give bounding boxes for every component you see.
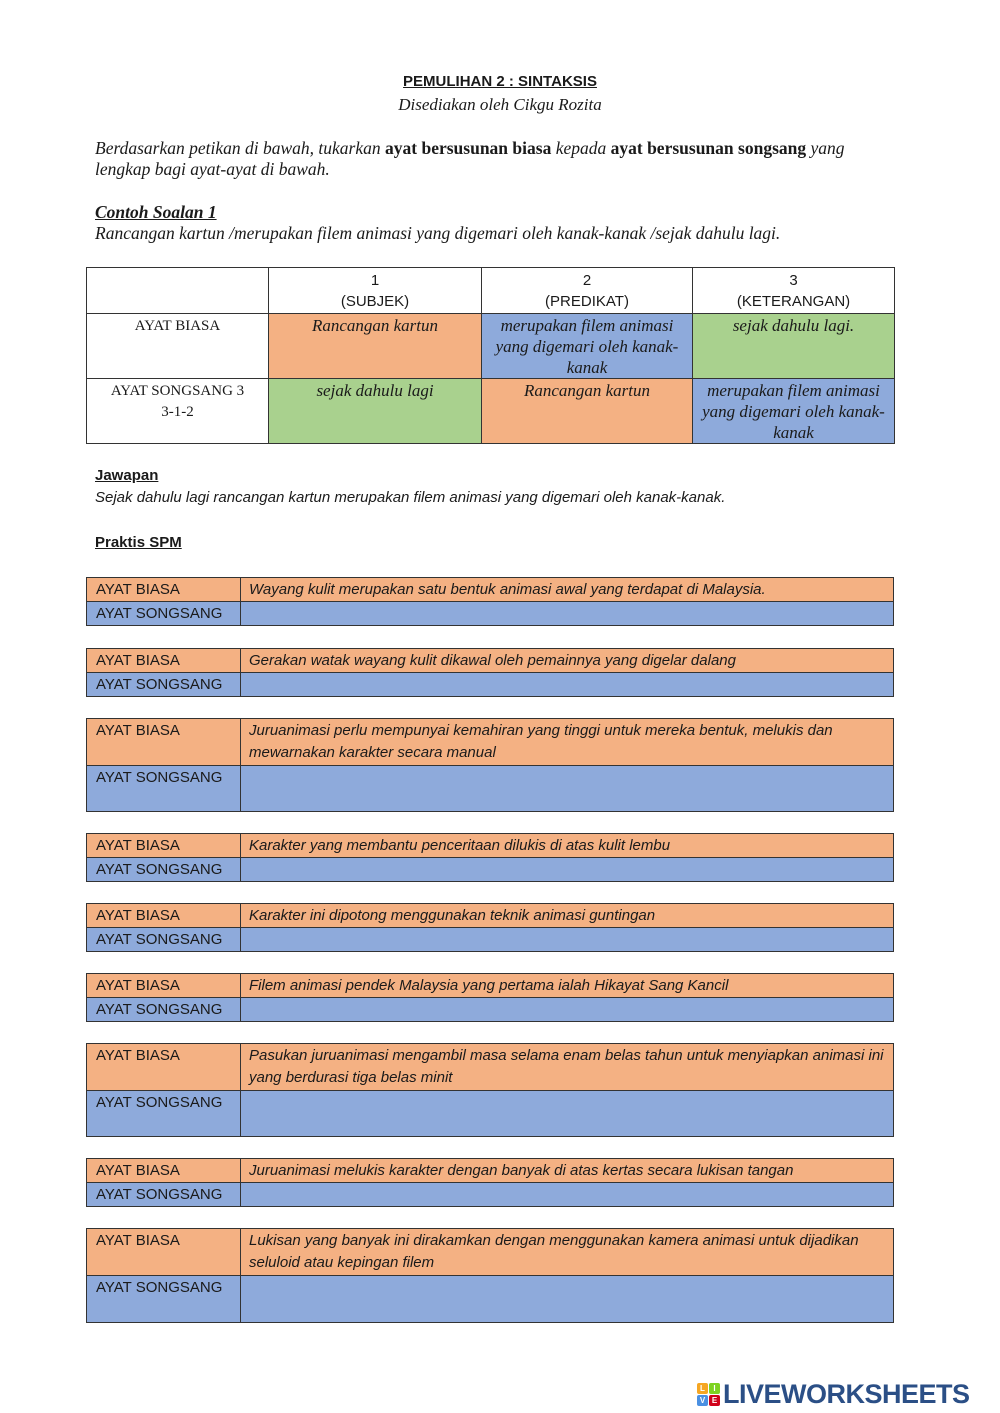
logo-mark-cell: E [709,1395,720,1406]
page-subtitle: Disediakan oleh Cikgu Rozita [398,95,602,114]
sentence-biasa: Juruanimasi melukis karakter dengan banyak di atas kertas secara lukisan tangan [249,1162,794,1179]
logo-mark-cell: V [697,1395,708,1406]
cell-biasa-predikat: merupakan filem animasi yang digemari oleh kanak-kanak [482,314,693,379]
label-songsang: AYAT SONGSANG [87,928,241,951]
label-biasa: AYAT BIASA [87,834,241,857]
logo-text: LIVEWORKSHEETS [723,1378,970,1409]
logo-mark-cell: I [709,1383,720,1394]
liveworksheets-logo [697,1377,970,1411]
table-header-keterangan [693,268,895,314]
row-biasa [87,904,893,927]
example-heading: Contoh Soalan 1 [95,202,217,222]
row-label-line: AYAT SONGSANG 3 [110,383,245,399]
row-label-songsang [87,379,269,444]
logo-mark-cell: L [697,1383,708,1394]
label-biasa: AYAT BIASA [87,578,241,601]
sentence-biasa: Juruanimasi perlu mempunyai kemahiran yang tinggi untuk mereka bentuk, melukis dan mewarnakan karakter secara manual [249,722,833,761]
cell-songsang-1: sejak dahulu lagi [269,379,482,444]
row-biasa [87,1044,893,1090]
label-songsang: AYAT SONGSANG [87,602,241,625]
label-biasa: AYAT BIASA [87,904,241,927]
practice-question [86,1043,894,1137]
cell-songsang-3: merupakan filem animasi yang digemari oleh kanak-kanak [693,379,895,444]
answer-input-songsang[interactable] [241,998,893,1021]
row-songsang [87,1182,893,1206]
label-biasa: AYAT BIASA [87,1229,241,1275]
answer-input-songsang[interactable] [241,928,893,951]
sentence-biasa: Karakter yang membantu penceritaan dilukis di atas kulit lembu [249,837,671,854]
row-biasa [87,649,893,672]
cell-songsang-2: Rancangan kartun [482,379,693,444]
header-name: (PREDIKAT) [545,293,629,310]
label-biasa: AYAT BIASA [87,1159,241,1182]
instruction-part: yang lengkap bagi ayat-ayat di bawah. [95,138,845,179]
practice-heading: Praktis SPM [95,534,182,551]
answer-input-songsang[interactable] [241,673,893,696]
cell-biasa-keterangan: sejak dahulu lagi. [693,314,895,379]
cell-biasa-subjek: Rancangan kartun [269,314,482,379]
label-biasa: AYAT BIASA [87,974,241,997]
practice-question [86,577,894,626]
row-songsang [87,1275,893,1322]
instruction-text [95,138,895,180]
instruction-bold: ayat bersusunan biasa [385,138,552,158]
page-title: PEMULIHAN 2 : SINTAKSIS [403,73,597,90]
practice-question [86,1158,894,1207]
row-songsang [87,601,893,625]
sentence-biasa: Lukisan yang banyak ini dirakamkan dengan menggunakan kamera animasi untuk dijadikan seluloid atau kepingan filem [249,1232,859,1271]
row-songsang [87,857,893,881]
sentence-biasa: Filem animasi pendek Malaysia yang pertama ialah Hikayat Sang Kancil [249,977,729,994]
answer-input-songsang[interactable] [241,1183,893,1206]
row-songsang [87,927,893,951]
label-biasa: AYAT BIASA [87,719,241,765]
header-num: 3 [789,272,798,289]
row-biasa [87,1159,893,1182]
answer-input-songsang[interactable] [241,858,893,881]
sentence-biasa: Pasukan juruanimasi mengambil masa selama enam belas tahun untuk menyiapkan animasi ini yang berdurasi tiga belas minit [249,1047,884,1086]
practice-question [86,1228,894,1323]
header-num: 2 [582,272,592,289]
row-biasa [87,834,893,857]
answer-input-songsang[interactable] [241,1276,893,1322]
label-biasa: AYAT BIASA [87,649,241,672]
sentence-biasa: Gerakan watak wayang kulit dikawal oleh pemainnya yang digelar dalang [249,652,736,669]
table-header-predikat [482,268,693,314]
row-biasa [87,719,893,765]
answer-input-songsang[interactable] [241,1091,893,1136]
header-name: (SUBJEK) [340,293,410,310]
logo-mark-icon [697,1383,720,1406]
label-songsang: AYAT SONGSANG [87,858,241,881]
instruction-bold: ayat bersusunan songsang [610,138,807,158]
row-label-biasa: AYAT BIASA [87,314,269,379]
practice-question [86,833,894,882]
sentence-biasa: Wayang kulit merupakan satu bentuk animasi awal yang terdapat di Malaysia. [249,581,766,598]
row-songsang [87,1090,893,1136]
table-header-empty [87,268,269,314]
label-songsang: AYAT SONGSANG [87,1183,241,1206]
label-songsang: AYAT SONGSANG [87,1276,241,1322]
row-songsang [87,672,893,696]
practice-question [86,648,894,697]
row-songsang [87,997,893,1021]
row-songsang [87,765,893,811]
header-num: 1 [370,272,380,289]
label-songsang: AYAT SONGSANG [87,766,241,811]
answer-input-songsang[interactable] [241,602,893,625]
header-name: (KETERANGAN) [736,293,851,310]
label-biasa: AYAT BIASA [87,1044,241,1090]
row-biasa [87,974,893,997]
instruction-part: kepada [551,138,611,158]
row-biasa [87,1229,893,1275]
practice-question [86,973,894,1022]
label-songsang: AYAT SONGSANG [87,673,241,696]
practice-question [86,718,894,812]
sentence-biasa: Karakter ini dipotong menggunakan teknik animasi guntingan [249,907,656,924]
row-label-line: 3-1-2 [161,404,194,420]
label-songsang: AYAT SONGSANG [87,998,241,1021]
example-table [86,267,895,444]
instruction-part: Berdasarkan petikan di bawah, tukarkan [95,138,386,158]
example-sentence: Rancangan kartun /merupakan filem animasi yang digemari oleh kanak-kanak /sejak dahulu lagi. [95,223,781,243]
answer-input-songsang[interactable] [241,766,893,811]
practice-question [86,903,894,952]
row-biasa [87,578,893,601]
label-songsang: AYAT SONGSANG [87,1091,241,1136]
answer-text: Sejak dahulu lagi rancangan kartun merupakan filem animasi yang digemari oleh kanak-kanak. [95,489,726,506]
table-header-subjek [269,268,482,314]
answer-heading: Jawapan [95,467,159,484]
